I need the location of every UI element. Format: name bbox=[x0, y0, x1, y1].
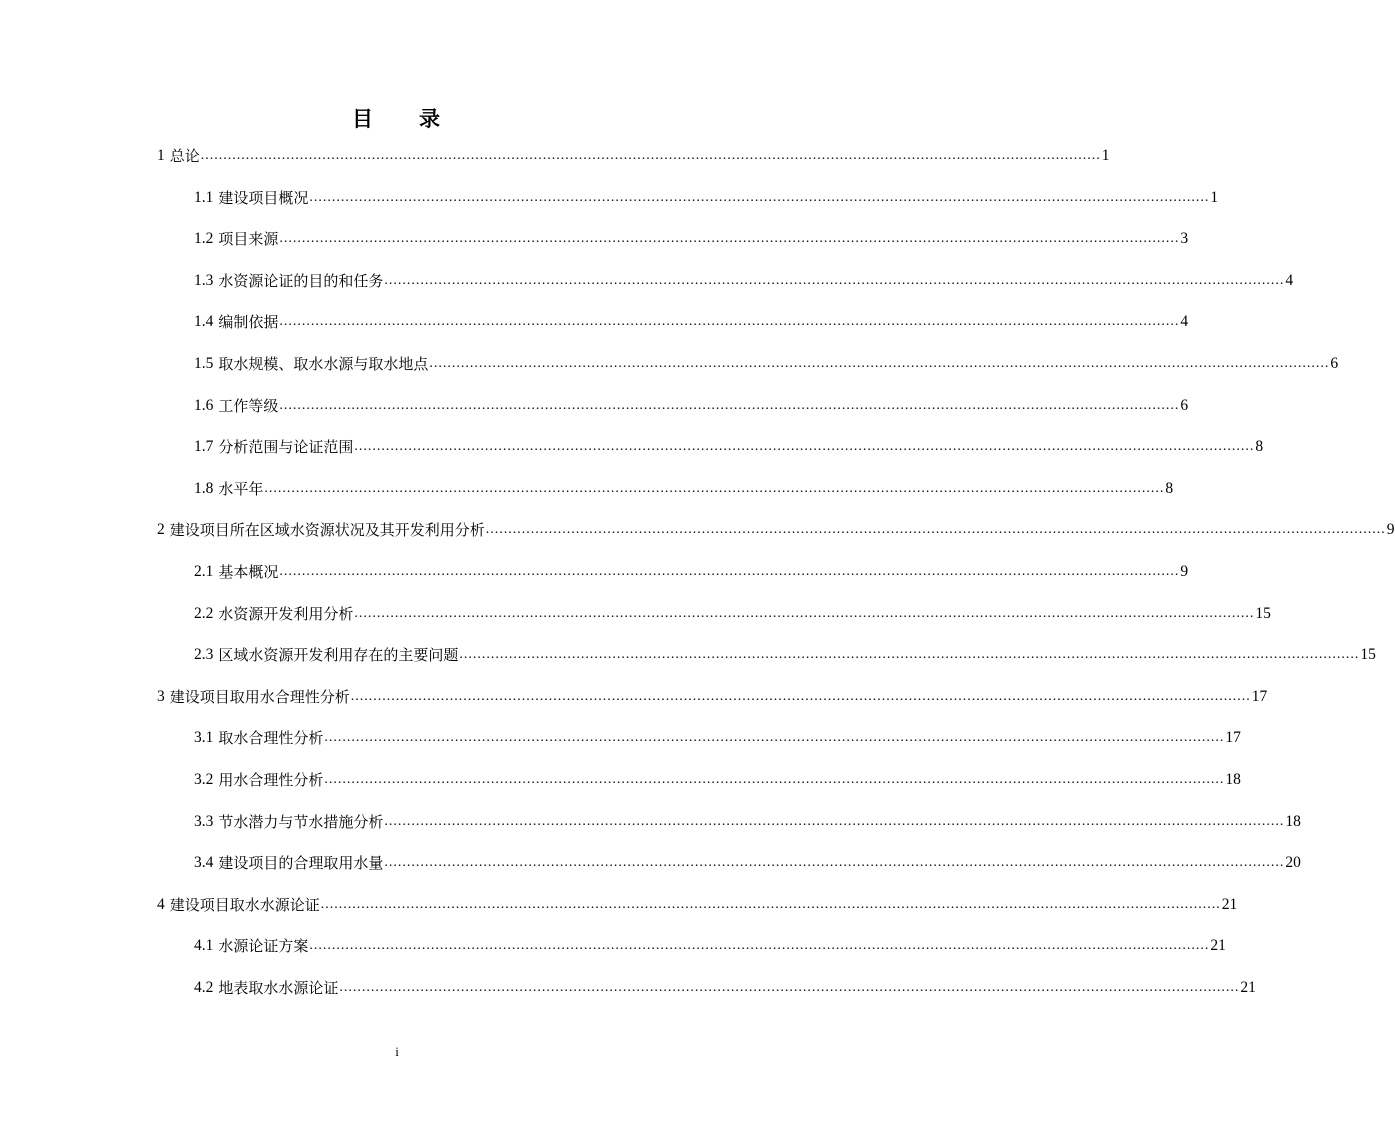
toc-entry-number: 1.5 bbox=[194, 355, 214, 372]
toc-entry[interactable] bbox=[157, 514, 1395, 540]
toc-leader-dots: ........................................................................................................................................................................................................ bbox=[384, 813, 1285, 829]
toc-leader-dots: ........................................................................................................................................................................................................ bbox=[354, 605, 1255, 621]
toc-entry-number: 1.6 bbox=[194, 396, 214, 414]
toc-entry[interactable] bbox=[194, 598, 1271, 624]
toc-entry-number: 1.7 bbox=[194, 438, 214, 456]
toc-entry-number: 4.1 bbox=[194, 937, 214, 955]
toc-entry-number: 3.3 bbox=[194, 812, 214, 830]
toc-entry[interactable] bbox=[194, 265, 1294, 291]
toc-entry-page: 15 bbox=[1255, 604, 1271, 622]
toc-entry-number: 3 bbox=[157, 687, 165, 705]
toc-leader-dots: ........................................................................................................................................................................................................ bbox=[324, 730, 1225, 746]
toc-entry[interactable] bbox=[194, 556, 1189, 582]
toc-entry-number: 1.2 bbox=[194, 230, 214, 248]
toc-leader-dots: ........................................................................................................................................................................................................ bbox=[279, 314, 1180, 330]
toc-entry-number: 4 bbox=[157, 895, 165, 913]
toc-entry-number: 1.3 bbox=[194, 271, 214, 289]
toc-entry-number: 4.2 bbox=[194, 979, 214, 996]
toc-leader-dots: ........................................................................................................................................................................................................ bbox=[279, 564, 1180, 579]
toc-entry-label: 项目来源 bbox=[218, 230, 279, 249]
toc-entry-page: 17 bbox=[1251, 687, 1268, 705]
toc-entry-label: 建设项目取水水源论证 bbox=[169, 895, 320, 914]
toc-leader-dots: ........................................................................................................................................................................................................ bbox=[384, 855, 1285, 871]
toc-leader-dots: ........................................................................................................................................................................................................ bbox=[339, 980, 1240, 995]
toc-leader-dots: ........................................................................................................................................................................................................ bbox=[279, 397, 1180, 413]
toc-entry-page: 6 bbox=[1180, 396, 1189, 414]
toc-entry[interactable] bbox=[194, 390, 1189, 416]
toc-entry-page: 21 bbox=[1221, 895, 1238, 913]
toc-entry-label: 总论 bbox=[169, 147, 200, 165]
toc-entry[interactable] bbox=[194, 306, 1189, 332]
toc-leader-dots: ........................................................................................................................................................................................................ bbox=[485, 522, 1386, 538]
toc-entry-label: 建设项目的合理取用水量 bbox=[218, 854, 384, 873]
toc-leader-dots: ........................................................................................................................................................................................................ bbox=[354, 439, 1255, 455]
toc-entry[interactable] bbox=[194, 972, 1256, 998]
toc-entry-label: 基本概况 bbox=[218, 563, 279, 581]
toc-entry-page: 1 bbox=[1210, 188, 1219, 206]
toc-entry-number: 2.1 bbox=[194, 563, 214, 580]
toc-entry-page: 9 bbox=[1386, 521, 1395, 539]
toc-entry-number: 1.8 bbox=[194, 479, 214, 497]
toc-leader-dots: ........................................................................................................................................................................................................ bbox=[459, 647, 1360, 663]
toc-entry-number: 1.4 bbox=[194, 313, 214, 331]
toc-entry-label: 水源论证方案 bbox=[218, 937, 309, 956]
toc-entry-page: 8 bbox=[1165, 479, 1174, 497]
toc-leader-dots: ........................................................................................................................................................................................................ bbox=[264, 480, 1165, 496]
toc-entry[interactable] bbox=[194, 431, 1264, 457]
toc-entry-page: 9 bbox=[1180, 563, 1189, 580]
page-number-footer: i bbox=[395, 1044, 399, 1059]
toc-title bbox=[0, 103, 794, 133]
toc-entry[interactable] bbox=[194, 806, 1301, 832]
toc-entry-label: 用水合理性分析 bbox=[218, 771, 324, 789]
toc-entry-page: 21 bbox=[1210, 937, 1226, 955]
toc-entry[interactable] bbox=[194, 639, 1376, 665]
toc-entry-label: 建设项目所在区域水资源状况及其开发利用分析 bbox=[169, 521, 485, 540]
toc-entry-page: 1 bbox=[1101, 147, 1110, 164]
toc-entry[interactable] bbox=[157, 889, 1238, 915]
toc-entry[interactable] bbox=[194, 722, 1241, 748]
toc-entry-number: 3.4 bbox=[194, 854, 214, 872]
toc-entry-page: 18 bbox=[1225, 771, 1241, 788]
toc-entry-label: 取水规模、取水水源与取水地点 bbox=[218, 355, 429, 373]
toc-leader-dots: ........................................................................................................................................................................................................ bbox=[320, 896, 1221, 912]
toc-entry-label: 水资源论证的目的和任务 bbox=[218, 271, 384, 290]
toc-entry-number: 2.2 bbox=[194, 604, 214, 622]
toc-entry-label: 水资源开发利用分析 bbox=[218, 604, 354, 623]
toc-leader-dots: ........................................................................................................................................................................................................ bbox=[200, 148, 1101, 163]
toc-entry[interactable] bbox=[194, 847, 1301, 873]
toc-entry-number: 1 bbox=[157, 147, 165, 164]
toc-entry[interactable] bbox=[157, 140, 1110, 166]
toc-leader-dots: ........................................................................................................................................................................................................ bbox=[350, 688, 1251, 704]
toc-leader-dots: ........................................................................................................................................................................................................ bbox=[279, 231, 1180, 247]
toc-entry[interactable] bbox=[194, 223, 1189, 249]
toc-entry[interactable] bbox=[194, 473, 1174, 499]
toc-entry-number: 2.3 bbox=[194, 646, 214, 664]
toc-entry-page: 15 bbox=[1360, 646, 1376, 664]
toc-entry-label: 区域水资源开发利用存在的主要问题 bbox=[218, 646, 459, 665]
toc-entry-page: 8 bbox=[1255, 438, 1264, 456]
toc-entry-label: 水平年 bbox=[218, 479, 264, 498]
toc-entry-page: 4 bbox=[1285, 271, 1294, 289]
toc-entry-page: 3 bbox=[1180, 230, 1189, 248]
toc-entry-page: 6 bbox=[1330, 355, 1339, 372]
toc-title-part2: 录 bbox=[419, 106, 442, 131]
toc-entry-label: 地表取水水源论证 bbox=[218, 979, 339, 997]
toc-entry-number: 1.1 bbox=[194, 188, 214, 206]
toc-entry[interactable] bbox=[194, 930, 1226, 956]
toc-entry-label: 工作等级 bbox=[218, 396, 279, 415]
toc-entry-label: 取水合理性分析 bbox=[218, 729, 324, 748]
toc-entry[interactable] bbox=[194, 348, 1339, 374]
toc-entry-page: 20 bbox=[1285, 854, 1301, 872]
toc-leader-dots: ........................................................................................................................................................................................................ bbox=[309, 938, 1210, 954]
toc-leader-dots: ........................................................................................................................................................................................................ bbox=[324, 772, 1225, 787]
toc-leader-dots: ........................................................................................................................................................................................................ bbox=[309, 189, 1210, 205]
toc-entry-number: 3.1 bbox=[194, 729, 214, 747]
toc-entry[interactable] bbox=[194, 182, 1219, 208]
toc-title-part1: 目 bbox=[352, 106, 375, 131]
toc-entry-label: 编制依据 bbox=[218, 313, 279, 332]
toc-entry-page: 4 bbox=[1180, 313, 1189, 331]
toc-entry-page: 21 bbox=[1240, 979, 1256, 996]
toc-leader-dots: ........................................................................................................................................................................................................ bbox=[384, 272, 1285, 288]
toc-entry-label: 建设项目取用水合理性分析 bbox=[169, 687, 350, 706]
toc-entry[interactable] bbox=[194, 764, 1241, 790]
toc-entry-page: 17 bbox=[1225, 729, 1241, 747]
toc-entry-number: 3.2 bbox=[194, 771, 214, 788]
toc-entry[interactable] bbox=[157, 681, 1268, 707]
toc-entry-page: 18 bbox=[1285, 812, 1301, 830]
toc-leader-dots: ........................................................................................................................................................................................................ bbox=[429, 356, 1330, 371]
toc-entry-label: 节水潜力与节水措施分析 bbox=[218, 812, 384, 831]
toc-entry-number: 2 bbox=[157, 521, 165, 539]
toc-entry-label: 建设项目概况 bbox=[218, 188, 309, 207]
toc-entry-label: 分析范围与论证范围 bbox=[218, 438, 354, 457]
